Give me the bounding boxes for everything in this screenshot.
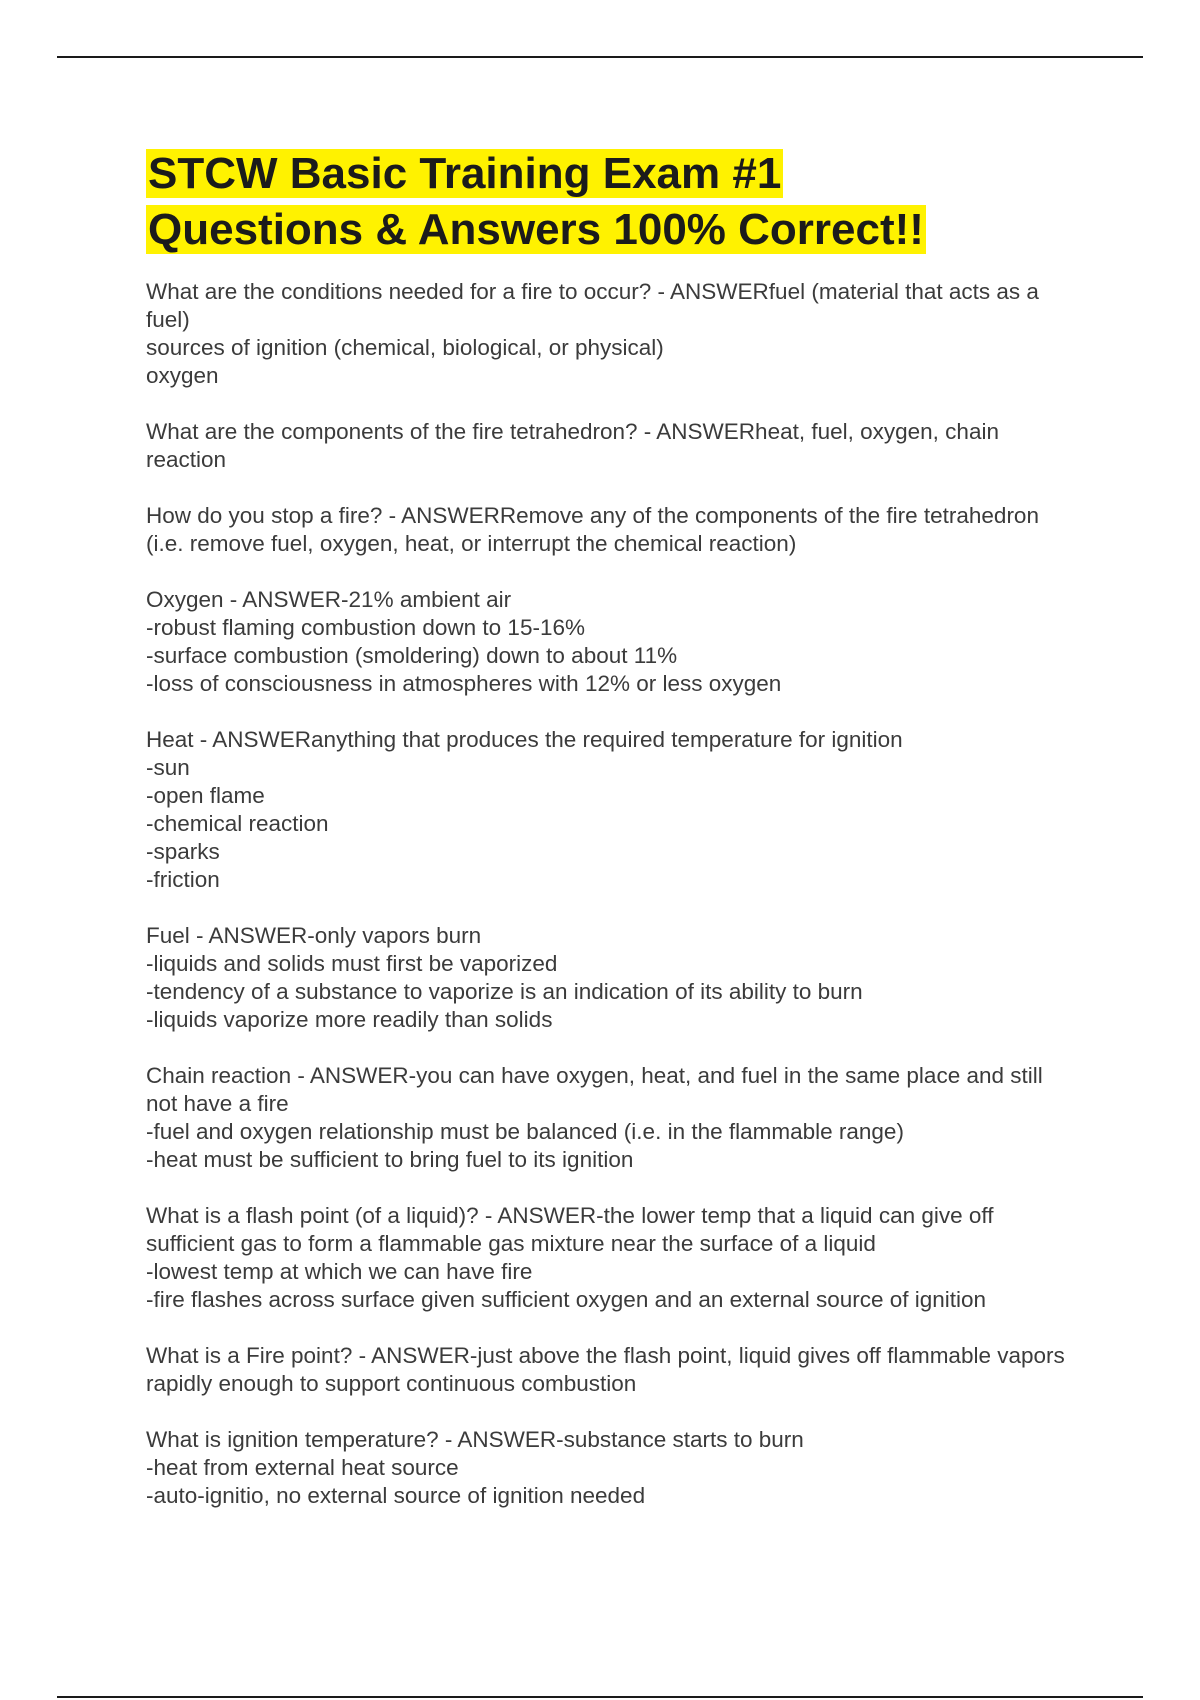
title-line-1: STCW Basic Training Exam #1 [148,149,782,198]
bottom-rule [57,1696,1143,1698]
qa-entry [146,1426,1066,1510]
qa-entry [146,278,1066,390]
qa-entry [146,586,1066,698]
qa-line: Oxygen - ANSWER-21% ambient air [146,587,512,612]
top-rule [57,56,1143,58]
qa-line: How do you stop a fire? - ANSWERRemove any of the components of the fire tetrahedron (i.e. remove fuel, oxygen, heat, or interrupt the chemical reaction) [146,503,1039,556]
qa-line: -heat must be sufficient to bring fuel to its ignition [146,1147,634,1172]
qa-entry [146,922,1066,1034]
qa-line: -tendency of a substance to vaporize is an indication of its ability to burn [146,979,863,1004]
qa-entry [146,502,1066,558]
qa-line: -sparks [146,839,220,864]
qa-line: -auto-ignitio, no external source of ignition needed [146,1483,646,1508]
qa-line: -robust flaming combustion down to 15-16% [146,615,585,640]
qa-line: What are the components of the fire tetrahedron? - ANSWERheat, fuel, oxygen, chain reaction [146,419,999,472]
qa-line: -friction [146,867,220,892]
qa-line: -heat from external heat source [146,1455,459,1480]
qa-entry [146,726,1066,894]
qa-line: What is ignition temperature? - ANSWER-substance starts to burn [146,1427,804,1452]
qa-line: What is a Fire point? - ANSWER-just above the flash point, liquid gives off flammable vapors rapidly enough to support continuous combustion [146,1343,1065,1396]
qa-line: oxygen [146,363,219,388]
qa-line: -fire flashes across surface given sufficient oxygen and an external source of ignition [146,1287,987,1312]
qa-line: -liquids vaporize more readily than solids [146,1007,553,1032]
qa-line: sources of ignition (chemical, biological, or physical) [146,335,664,360]
qa-line: -surface combustion (smoldering) down to about 11% [146,643,678,668]
title-line-2: Questions & Answers 100% Correct!! [148,205,924,254]
qa-line: -sun [146,755,190,780]
qa-entry [146,1342,1066,1398]
qa-line: What is a flash point (of a liquid)? - ANSWER-the lower temp that a liquid can give off sufficient gas to form a flammable gas mixture near the surface of a liquid [146,1203,994,1256]
qa-line: -loss of consciousness in atmospheres with 12% or less oxygen [146,671,782,696]
qa-entry [146,418,1066,474]
qa-line: What are the conditions needed for a fire to occur? - ANSWERfuel (material that acts as a fuel) [146,279,1039,332]
qa-line: -fuel and oxygen relationship must be balanced (i.e. in the flammable range) [146,1119,904,1144]
document-body [146,146,1066,1538]
qa-line: Fuel - ANSWER-only vapors burn [146,923,482,948]
qa-line: -liquids and solids must first be vaporized [146,951,558,976]
qa-entry [146,1062,1066,1174]
document-title [146,146,1066,258]
qa-line: -lowest temp at which we can have fire [146,1259,533,1284]
qa-line: Heat - ANSWERanything that produces the required temperature for ignition [146,727,903,752]
qa-line: -open flame [146,783,265,808]
qa-line: Chain reaction - ANSWER-you can have oxygen, heat, and fuel in the same place and still not have a fire [146,1063,1043,1116]
qa-entry [146,1202,1066,1314]
qa-line: -chemical reaction [146,811,329,836]
